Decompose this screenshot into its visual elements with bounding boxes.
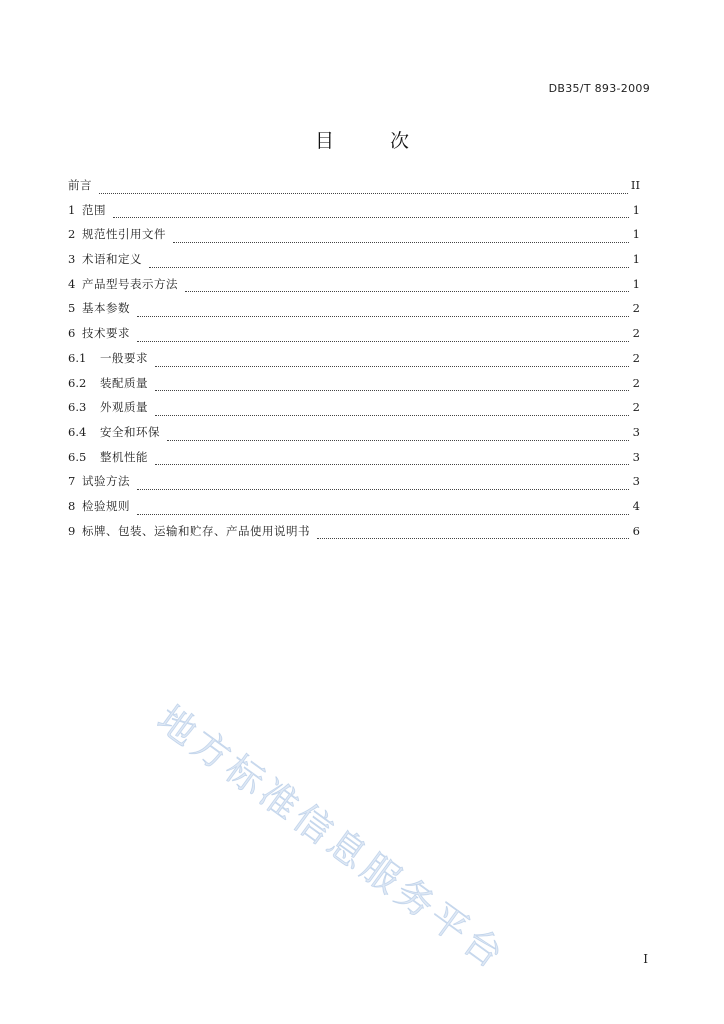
- standard-code: DB35/T 893-2009: [548, 82, 650, 95]
- toc-leader-dots: [317, 538, 629, 539]
- toc-entry-number: 3: [68, 252, 76, 267]
- toc-entry-page: II: [630, 178, 640, 192]
- toc-leader-dots: [113, 217, 629, 218]
- toc-entry-number: 9: [68, 523, 76, 538]
- toc-entry[interactable]: [68, 523, 640, 548]
- toc-entry-label: 装配质量: [100, 375, 148, 390]
- toc-entry-page: 2: [632, 375, 640, 390]
- page-title-char-2: 次: [390, 130, 410, 152]
- toc-entry-number: 7: [68, 474, 76, 489]
- toc-leader-dots: [137, 514, 629, 515]
- toc-leader-dots: [155, 464, 629, 465]
- toc-entry[interactable]: [68, 424, 640, 449]
- toc-entry[interactable]: [68, 177, 640, 202]
- toc-entry-number: 6.2: [68, 375, 87, 390]
- toc-entry-number: 2: [68, 227, 76, 242]
- toc-entry-page: 2: [632, 326, 640, 341]
- toc-leader-dots: [155, 415, 629, 416]
- toc-entry-page: 3: [632, 449, 640, 464]
- toc-entry-page: 1: [632, 252, 640, 267]
- page-title: [0, 126, 724, 153]
- toc-entry[interactable]: [68, 375, 640, 400]
- toc-entry-number: 4: [68, 276, 76, 291]
- toc-leader-dots: [173, 242, 629, 243]
- toc-leader-dots: [155, 390, 629, 391]
- toc-entry-number: 8: [68, 498, 76, 513]
- toc-entry-label: 范围: [82, 202, 106, 217]
- page-number: I: [643, 952, 648, 966]
- toc-entry-number: 6.5: [68, 449, 87, 464]
- toc-entry[interactable]: [68, 251, 640, 276]
- toc-leader-dots: [167, 440, 629, 441]
- toc-entry-label: 检验规则: [82, 498, 130, 513]
- toc-entry-number: 6.4: [68, 424, 87, 439]
- toc-entry-number: 6.1: [68, 350, 87, 365]
- toc-entry-label: 整机性能: [100, 449, 148, 464]
- toc-leader-dots: [149, 267, 629, 268]
- toc-entry[interactable]: [68, 300, 640, 325]
- toc-entry-label: 试验方法: [82, 474, 130, 489]
- toc-entry[interactable]: [68, 473, 640, 498]
- toc-entry-page: 2: [632, 400, 640, 415]
- toc-entry-number: 1: [68, 202, 76, 217]
- toc-entry-number: 5: [68, 301, 76, 316]
- toc-entry-page: 6: [632, 523, 640, 538]
- toc-entry-label: 安全和环保: [100, 424, 160, 439]
- toc-entry-label: 产品型号表示方法: [82, 276, 178, 291]
- toc-entry[interactable]: [68, 325, 640, 350]
- toc-entry-label: 前言: [68, 178, 92, 192]
- toc-entry-page: 3: [632, 474, 640, 489]
- toc-entry-page: 1: [632, 227, 640, 242]
- toc-entry-label: 技术要求: [82, 326, 130, 341]
- toc-entry-label: 外观质量: [100, 400, 148, 415]
- toc-leader-dots: [155, 366, 629, 367]
- toc-entry-label: 术语和定义: [82, 252, 142, 267]
- toc-entry-label: 标牌、包装、运输和贮存、产品使用说明书: [82, 523, 310, 538]
- toc-entry[interactable]: [68, 202, 640, 227]
- toc-entry-page: 1: [632, 276, 640, 291]
- toc-entry-label: 一般要求: [100, 350, 148, 365]
- table-of-contents: [68, 177, 640, 547]
- toc-leader-dots: [185, 291, 629, 292]
- toc-entry-label: 规范性引用文件: [82, 227, 166, 242]
- toc-leader-dots: [137, 489, 629, 490]
- toc-entry[interactable]: [68, 350, 640, 375]
- toc-entry-number: 6.3: [68, 400, 87, 415]
- toc-leader-dots: [137, 341, 629, 342]
- toc-leader-dots: [137, 316, 629, 317]
- toc-leader-dots: [99, 193, 628, 194]
- toc-entry[interactable]: [68, 276, 640, 301]
- toc-entry-number: 6: [68, 326, 76, 341]
- toc-entry-page: 3: [632, 424, 640, 439]
- toc-entry-page: 1: [632, 202, 640, 217]
- toc-entry-page: 2: [632, 301, 640, 316]
- toc-entry-page: 2: [632, 350, 640, 365]
- page-title-char-1: 目: [314, 130, 334, 152]
- toc-entry[interactable]: [68, 399, 640, 424]
- toc-entry[interactable]: [68, 449, 640, 474]
- toc-entry[interactable]: [68, 226, 640, 251]
- toc-entry-label: 基本参数: [82, 301, 130, 316]
- toc-entry[interactable]: [68, 498, 640, 523]
- watermark: 地方标准信息服务平台: [149, 697, 515, 979]
- toc-entry-page: 4: [632, 498, 640, 513]
